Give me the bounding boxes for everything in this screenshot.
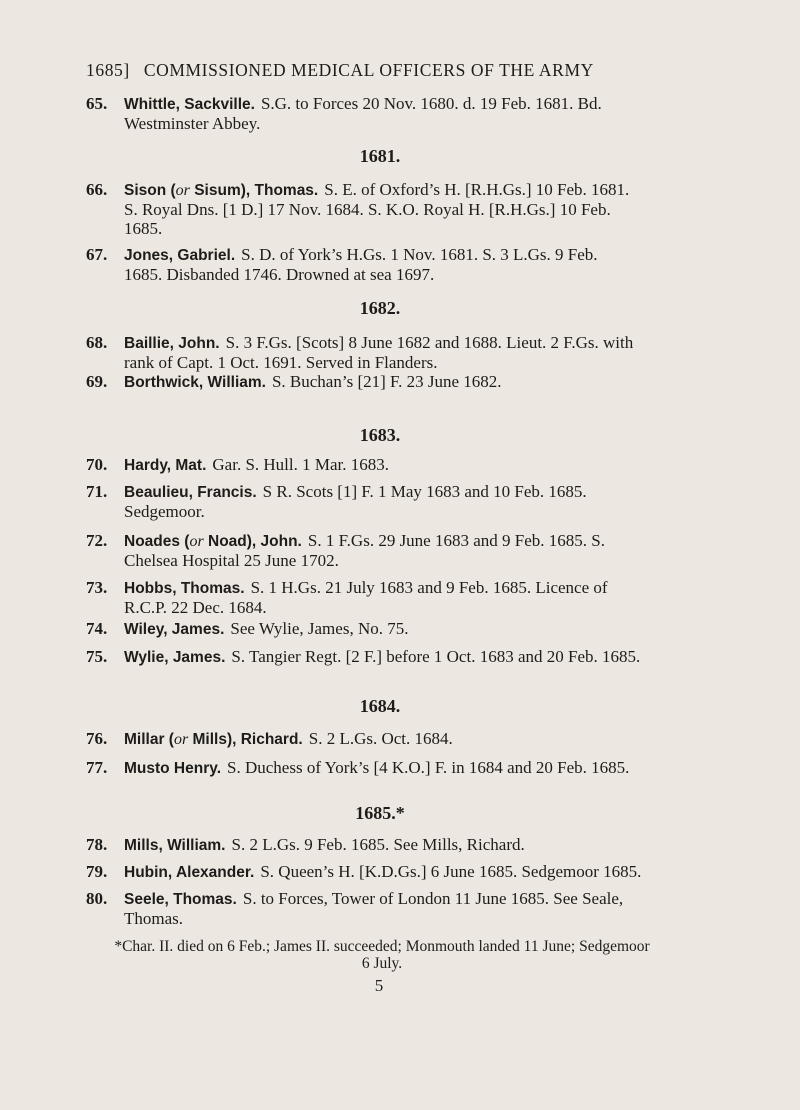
entry-number: 66.: [86, 180, 108, 199]
entry-name: Sison (or Sisum), Thomas.: [124, 182, 319, 199]
entry-text: S. D. of York’s H.Gs. 1 Nov. 1681. S. 3 L.Gs. 9 Feb.: [241, 245, 598, 264]
entry-text: S. E. of Oxford’s H. [R.H.Gs.] 10 Feb. 1681.: [324, 180, 630, 199]
entry-name: Musto Henry.: [124, 760, 222, 777]
entry-name: Borthwick, William.: [124, 374, 266, 391]
entry-text: S. Royal Dns. [1 D.] 17 Nov. 1684. S. K.O. Royal H. [R.H.Gs.] 10 Feb.: [124, 200, 611, 219]
entry-number: 67.: [86, 245, 108, 264]
footnote-line: *Char. II. died on 6 Feb.; James II. succeeded; Monmouth landed 11 June; Sedgemoor: [114, 938, 650, 955]
entry-number: 78.: [86, 835, 108, 854]
year-heading: 1685.*: [355, 803, 405, 823]
entry-text: S. Queen’s H. [K.D.Gs.] 6 June 1685. Sedgemoor 1685.: [260, 862, 642, 881]
entry-text: rank of Capt. 1 Oct. 1691. Served in Flanders.: [124, 353, 438, 372]
entry-80: [86, 889, 654, 928]
entry-text: S. 3 F.Gs. [Scots] 8 June 1682 and 1688. Lieut. 2 F.Gs. with: [225, 333, 634, 352]
entry-66: [86, 180, 654, 238]
entry-name: Millar (or Mills), Richard.: [124, 731, 303, 748]
entry-text: R.C.P. 22 Dec. 1684.: [124, 598, 267, 617]
entry-text: S. 1 H.Gs. 21 July 1683 and 9 Feb. 1685. Licence of: [250, 578, 608, 597]
entry-67: [86, 245, 654, 284]
entry-76: [86, 729, 654, 749]
entry-text: S. 1 F.Gs. 29 June 1683 and 9 Feb. 1685. S.: [307, 531, 605, 550]
entry-text: S.G. to Forces 20 Nov. 1680. d. 19 Feb. 1681. Bd.: [260, 94, 602, 113]
entry-number: 75.: [86, 647, 108, 666]
page-number: 5: [374, 976, 384, 995]
entry-number: 72.: [86, 531, 108, 550]
entry-number: 69.: [86, 372, 108, 391]
entry-number: 76.: [86, 729, 108, 748]
entry-text: S. Duchess of York’s [4 K.O.] F. in 1684 and 20 Feb. 1685.: [227, 758, 630, 777]
entry-name: Whittle, Sackville.: [124, 96, 255, 113]
entry-text: Sedgemoor.: [124, 502, 205, 521]
entry-name: Seele, Thomas.: [124, 891, 237, 908]
year-heading: 1684.: [359, 696, 401, 716]
header-title: COMMISSIONED MEDICAL OFFICERS OF THE ARMY: [143, 60, 594, 80]
entry-name: Mills, William.: [124, 837, 226, 854]
entry-number: 68.: [86, 333, 108, 352]
entry-text: Chelsea Hospital 25 June 1702.: [124, 551, 339, 570]
entry-number: 65.: [86, 94, 108, 113]
entry-number: 80.: [86, 889, 108, 908]
header-year: 1685]: [86, 60, 130, 80]
entry-number: 74.: [86, 619, 108, 638]
entry-name: Baillie, John.: [124, 335, 220, 352]
year-heading: 1682.: [359, 298, 401, 318]
year-heading: 1681.: [359, 146, 401, 166]
entry-name: Beaulieu, Francis.: [124, 484, 257, 501]
entry-74: [86, 619, 654, 639]
entry-text: 1685.: [124, 219, 163, 238]
entry-72: [86, 531, 654, 570]
entry-69: [86, 372, 654, 392]
entry-name: Jones, Gabriel.: [124, 247, 236, 264]
entry-79: [86, 862, 654, 882]
entry-name: Wiley, James.: [124, 621, 225, 638]
entry-number: 71.: [86, 482, 108, 501]
entry-71: [86, 482, 654, 521]
entry-name: Hubin, Alexander.: [124, 864, 255, 881]
entry-text: S R. Scots [1] F. 1 May 1683 and 10 Feb. 1685.: [262, 482, 587, 501]
entry-77: [86, 758, 654, 778]
entry-number: 77.: [86, 758, 108, 777]
entry-name: Hardy, Mat.: [124, 457, 207, 474]
entry-text: Thomas.: [124, 909, 184, 928]
entry-text: S. Buchan’s [21] F. 23 June 1682.: [271, 372, 502, 391]
entry-65: [86, 94, 654, 133]
footnote-line: 6 July.: [361, 955, 403, 972]
entry-number: 79.: [86, 862, 108, 881]
entry-text: S. to Forces, Tower of London 11 June 1685. See Seale,: [242, 889, 624, 908]
entry-text: Gar. S. Hull. 1 Mar. 1683.: [212, 455, 390, 474]
running-head: [86, 60, 606, 81]
footnote: [102, 938, 662, 972]
entry-text: 1685. Disbanded 1746. Drowned at sea 1697.: [124, 265, 435, 284]
entry-75: [86, 647, 654, 667]
entry-text: S. 2 L.Gs. Oct. 1684.: [308, 729, 453, 748]
entry-text: S. 2 L.Gs. 9 Feb. 1685. See Mills, Richard.: [231, 835, 525, 854]
entry-name: Wylie, James.: [124, 649, 226, 666]
entry-name: Noades (or Noad), John.: [124, 533, 302, 550]
entry-name: Hobbs, Thomas.: [124, 580, 245, 597]
entry-text: S. Tangier Regt. [2 F.] before 1 Oct. 1683 and 20 Feb. 1685.: [231, 647, 641, 666]
entry-text: See Wylie, James, No. 75.: [230, 619, 409, 638]
entry-78: [86, 835, 654, 855]
entry-73: [86, 578, 654, 617]
year-heading: 1683.: [359, 425, 401, 445]
entry-number: 70.: [86, 455, 108, 474]
entry-text: Westminster Abbey.: [124, 114, 261, 133]
entry-number: 73.: [86, 578, 108, 597]
entry-70: [86, 455, 654, 475]
entry-68: [86, 333, 654, 372]
